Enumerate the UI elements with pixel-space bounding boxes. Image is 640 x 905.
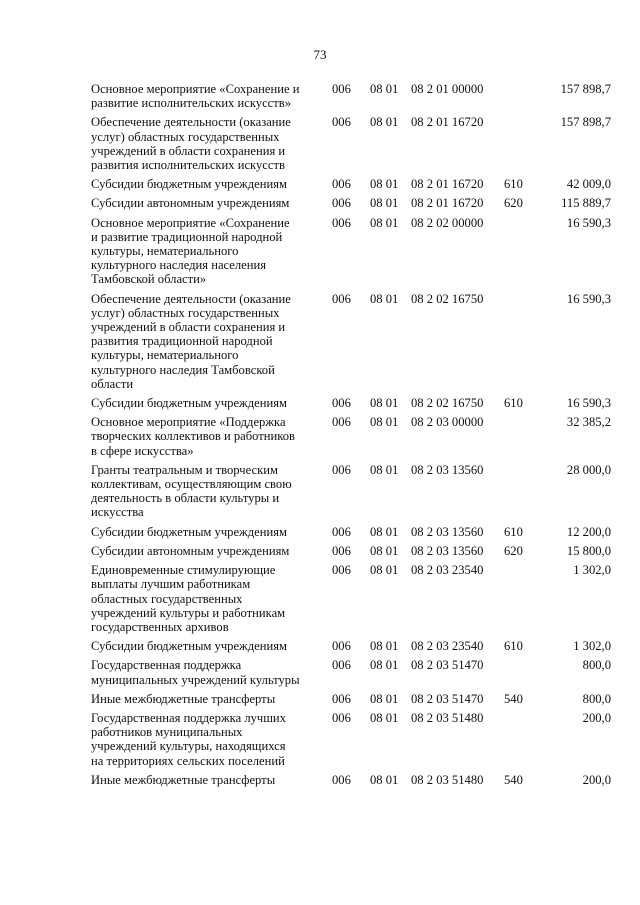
ved-code: 006: [332, 524, 351, 539]
table-row: [91, 115, 611, 172]
row-name: Субсидии бюджетным учреждениям: [91, 396, 287, 411]
ved-code: 006: [332, 691, 351, 706]
ved-code: 006: [332, 177, 351, 192]
article-code: 08 2 02 16750: [411, 291, 484, 306]
table-row: [91, 658, 611, 686]
amount: 157 898,7: [560, 82, 611, 96]
ved-code: 006: [332, 710, 351, 725]
table-row: [91, 396, 611, 410]
ved-code: 006: [332, 462, 351, 477]
section-code: 08 01: [370, 82, 399, 96]
table-row: [91, 292, 611, 391]
row-name: Обеспечение деятельности (оказание услуг) областных государственных учреждений в области сохранения и развития исполнительских искусств: [91, 115, 291, 173]
ved-code: 006: [332, 115, 351, 130]
table-row: [91, 711, 611, 768]
ved-code: 006: [332, 215, 351, 230]
article-code: 08 2 03 51470: [411, 691, 484, 706]
ved-code: 006: [332, 639, 351, 654]
section-code: 08 01: [370, 115, 399, 130]
article-code: 08 2 03 51470: [411, 658, 484, 673]
budget-table: [91, 82, 611, 792]
section-code: 08 01: [370, 772, 399, 787]
row-name: Иные межбюджетные трансферты: [91, 772, 276, 787]
article-code: 08 2 01 16720: [411, 196, 484, 211]
article-code: 08 2 03 51480: [411, 710, 484, 725]
expense-type-code: 610: [504, 396, 523, 411]
expense-type-code: 610: [504, 639, 523, 654]
expense-type-code: 610: [504, 177, 523, 192]
row-name: Субсидии бюджетным учреждениям: [91, 639, 287, 654]
expense-type-code: 540: [504, 691, 523, 706]
row-name: Иные межбюджетные трансферты: [91, 691, 276, 706]
table-row: [91, 216, 611, 287]
expense-type-code: 620: [504, 196, 523, 211]
section-code: 08 01: [370, 639, 399, 654]
table-row: [91, 639, 611, 653]
row-name: Основное мероприятие «Поддержка творческих коллективов и работников в сфере искусства»: [91, 415, 296, 458]
section-code: 08 01: [370, 291, 399, 306]
amount: 32 385,2: [566, 415, 611, 430]
amount: 16 590,3: [566, 215, 611, 230]
article-code: 08 2 03 23540: [411, 639, 484, 654]
table-row: [91, 177, 611, 191]
expense-type-code: 610: [504, 524, 523, 539]
expense-type-code: 540: [504, 772, 523, 787]
article-code: 08 2 01 16720: [411, 177, 484, 192]
article-code: 08 2 02 16750: [411, 396, 484, 411]
row-name: Гранты театральным и творческим коллективам, осуществляющим свою деятельность в области культуры и искусства: [91, 462, 292, 520]
row-name: Государственная поддержка лучших работников муниципальных учреждений культуры, находящихся на территориях сельских поселений: [91, 710, 286, 768]
article-code: 08 2 02 00000: [411, 215, 484, 230]
amount: 15 800,0: [566, 543, 611, 558]
row-name: Единовременные стимулирующие выплаты лучшим работникам областных государственных учреждений культуры и работникам государственных архивов: [91, 563, 286, 634]
amount: 800,0: [582, 658, 611, 673]
section-code: 08 01: [370, 177, 399, 192]
section-code: 08 01: [370, 710, 399, 725]
table-row: [91, 463, 611, 520]
section-code: 08 01: [370, 215, 399, 230]
table-row: [91, 196, 611, 210]
section-code: 08 01: [370, 691, 399, 706]
amount: 1 302,0: [573, 639, 611, 654]
ved-code: 006: [332, 772, 351, 787]
ved-code: 006: [332, 82, 351, 96]
table-row: [91, 525, 611, 539]
row-name: Субсидии бюджетным учреждениям: [91, 524, 287, 539]
amount: 157 898,7: [560, 115, 611, 130]
expense-type-code: 620: [504, 543, 523, 558]
ved-code: 006: [332, 415, 351, 430]
table-row: [91, 773, 611, 787]
row-name: Основное мероприятие «Сохранение и развитие традиционной народной культуры, нематериального культурного наследия населения Тамбовской области»: [91, 215, 290, 287]
article-code: 08 2 03 00000: [411, 415, 484, 430]
amount: 16 590,3: [566, 396, 611, 411]
row-name: Обеспечение деятельности (оказание услуг) областных государственных учреждений в области сохранения и развития традиционной народной культуры, нематериального культурного наследия Тамбовской области: [91, 291, 291, 391]
section-code: 08 01: [370, 563, 399, 578]
article-code: 08 2 03 51480: [411, 772, 484, 787]
row-name: Государственная поддержка муниципальных учреждений культуры: [91, 658, 300, 687]
amount: 28 000,0: [566, 462, 611, 477]
page-number: 73: [313, 47, 327, 62]
amount: 115 889,7: [561, 196, 611, 211]
table-row: [91, 544, 611, 558]
ved-code: 006: [332, 543, 351, 558]
row-name: Основное мероприятие «Сохранение и развитие исполнительских искусств»: [91, 82, 300, 111]
section-code: 08 01: [370, 543, 399, 558]
section-code: 08 01: [370, 415, 399, 430]
amount: 200,0: [582, 772, 611, 787]
ved-code: 006: [332, 658, 351, 673]
table-row: [91, 563, 611, 634]
article-code: 08 2 03 13560: [411, 543, 484, 558]
row-name: Субсидии автономным учреждениям: [91, 196, 290, 211]
table-row: [91, 692, 611, 706]
amount: 800,0: [582, 691, 611, 706]
section-code: 08 01: [370, 196, 399, 211]
section-code: 08 01: [370, 462, 399, 477]
article-code: 08 2 03 13560: [411, 524, 484, 539]
ved-code: 006: [332, 196, 351, 211]
article-code: 08 2 01 00000: [411, 82, 484, 96]
ved-code: 006: [332, 291, 351, 306]
table-row: [91, 415, 611, 458]
ved-code: 006: [332, 396, 351, 411]
amount: 16 590,3: [566, 291, 611, 306]
article-code: 08 2 03 23540: [411, 563, 484, 578]
amount: 1 302,0: [573, 563, 611, 578]
amount: 12 200,0: [566, 524, 611, 539]
section-code: 08 01: [370, 396, 399, 411]
table-row: [91, 82, 611, 110]
section-code: 08 01: [370, 658, 399, 673]
amount: 200,0: [582, 710, 611, 725]
article-code: 08 2 03 13560: [411, 462, 484, 477]
ved-code: 006: [332, 563, 351, 578]
article-code: 08 2 01 16720: [411, 115, 484, 130]
row-name: Субсидии автономным учреждениям: [91, 543, 290, 558]
row-name: Субсидии бюджетным учреждениям: [91, 177, 287, 192]
amount: 42 009,0: [566, 177, 611, 192]
section-code: 08 01: [370, 524, 399, 539]
